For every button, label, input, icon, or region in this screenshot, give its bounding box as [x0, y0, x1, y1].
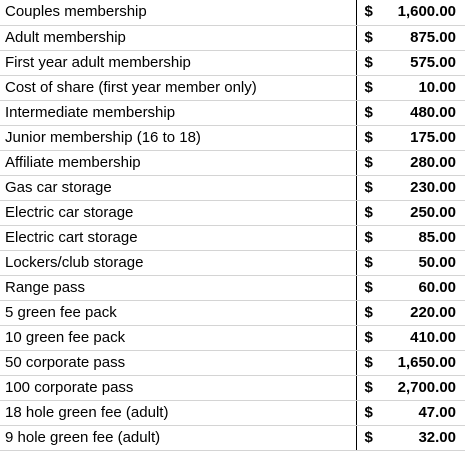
amount-cell[interactable]: [356, 0, 465, 25]
amount-value: 480.00: [410, 103, 456, 121]
amount-value: 875.00: [410, 28, 456, 46]
table-row: [0, 0, 465, 25]
amount-cell[interactable]: [356, 25, 465, 50]
currency-symbol: $: [364, 53, 373, 71]
amount-cell[interactable]: [356, 425, 465, 450]
amount-value: 60.00: [418, 278, 456, 296]
amount-cell[interactable]: [356, 225, 465, 250]
item-cell[interactable]: Lockers/club storage: [0, 250, 356, 275]
amount-cell[interactable]: [356, 150, 465, 175]
amount-value: 47.00: [418, 403, 456, 421]
table-row: [0, 300, 465, 325]
amount-value: 280.00: [410, 153, 456, 171]
table-row: [0, 275, 465, 300]
item-cell[interactable]: Intermediate membership: [0, 100, 356, 125]
currency-symbol: $: [364, 3, 373, 20]
amount-value: 10.00: [418, 78, 456, 96]
table-row: [0, 75, 465, 100]
amount-cell[interactable]: [356, 375, 465, 400]
item-cell[interactable]: Couples membership: [0, 0, 356, 25]
item-cell[interactable]: Junior membership (16 to 18): [0, 125, 356, 150]
table-row: [0, 175, 465, 200]
table-row: [0, 225, 465, 250]
currency-symbol: $: [364, 278, 373, 296]
amount-cell[interactable]: [356, 300, 465, 325]
currency-symbol: $: [364, 303, 373, 321]
amount-cell[interactable]: [356, 100, 465, 125]
amount-cell[interactable]: [356, 325, 465, 350]
table-row: [0, 200, 465, 225]
item-cell[interactable]: 9 hole green fee (adult): [0, 425, 356, 450]
amount-value: 410.00: [410, 328, 456, 346]
amount-cell[interactable]: [356, 200, 465, 225]
currency-symbol: $: [364, 253, 373, 271]
amount-value: 1,600.00: [397, 3, 456, 20]
item-cell[interactable]: Gas car storage: [0, 175, 356, 200]
currency-symbol: $: [364, 228, 373, 246]
currency-symbol: $: [364, 28, 373, 46]
amount-cell[interactable]: [356, 275, 465, 300]
table-row: [0, 25, 465, 50]
table-row: [0, 250, 465, 275]
item-cell[interactable]: 18 hole green fee (adult): [0, 400, 356, 425]
currency-symbol: $: [364, 153, 373, 171]
table-row: [0, 350, 465, 375]
currency-symbol: $: [364, 378, 373, 396]
currency-symbol: $: [364, 128, 373, 146]
item-cell[interactable]: 50 corporate pass: [0, 350, 356, 375]
currency-symbol: $: [364, 428, 373, 446]
amount-value: 1,650.00: [397, 353, 456, 371]
currency-symbol: $: [364, 353, 373, 371]
amount-value: 32.00: [418, 428, 456, 446]
amount-cell[interactable]: [356, 400, 465, 425]
item-cell[interactable]: 10 green fee pack: [0, 325, 356, 350]
amount-value: 85.00: [418, 228, 456, 246]
table-row: [0, 50, 465, 75]
item-cell[interactable]: 5 green fee pack: [0, 300, 356, 325]
currency-symbol: $: [364, 403, 373, 421]
item-cell[interactable]: Adult membership: [0, 25, 356, 50]
item-cell[interactable]: 100 corporate pass: [0, 375, 356, 400]
item-cell[interactable]: Electric cart storage: [0, 225, 356, 250]
table-row: [0, 400, 465, 425]
table-row: [0, 425, 465, 450]
amount-value: 250.00: [410, 203, 456, 221]
table-row: [0, 150, 465, 175]
item-cell[interactable]: Affiliate membership: [0, 150, 356, 175]
currency-symbol: $: [364, 328, 373, 346]
table-row: [0, 375, 465, 400]
amount-cell[interactable]: [356, 50, 465, 75]
amount-value: 575.00: [410, 53, 456, 71]
table-row: [0, 100, 465, 125]
table-row: [0, 125, 465, 150]
currency-symbol: $: [364, 78, 373, 96]
amount-cell[interactable]: [356, 125, 465, 150]
amount-cell[interactable]: [356, 175, 465, 200]
item-cell[interactable]: Cost of share (first year member only): [0, 75, 356, 100]
amount-cell[interactable]: [356, 350, 465, 375]
amount-value: 2,700.00: [397, 378, 456, 396]
currency-symbol: $: [364, 178, 373, 196]
amount-value: 220.00: [410, 303, 456, 321]
currency-symbol: $: [364, 103, 373, 121]
table-row: [0, 325, 465, 350]
amount-cell[interactable]: [356, 250, 465, 275]
currency-symbol: $: [364, 203, 373, 221]
item-cell[interactable]: Range pass: [0, 275, 356, 300]
item-cell[interactable]: Electric car storage: [0, 200, 356, 225]
amount-value: 50.00: [418, 253, 456, 271]
amount-cell[interactable]: [356, 75, 465, 100]
amount-value: 230.00: [410, 178, 456, 196]
amount-value: 175.00: [410, 128, 456, 146]
item-cell[interactable]: First year adult membership: [0, 50, 356, 75]
